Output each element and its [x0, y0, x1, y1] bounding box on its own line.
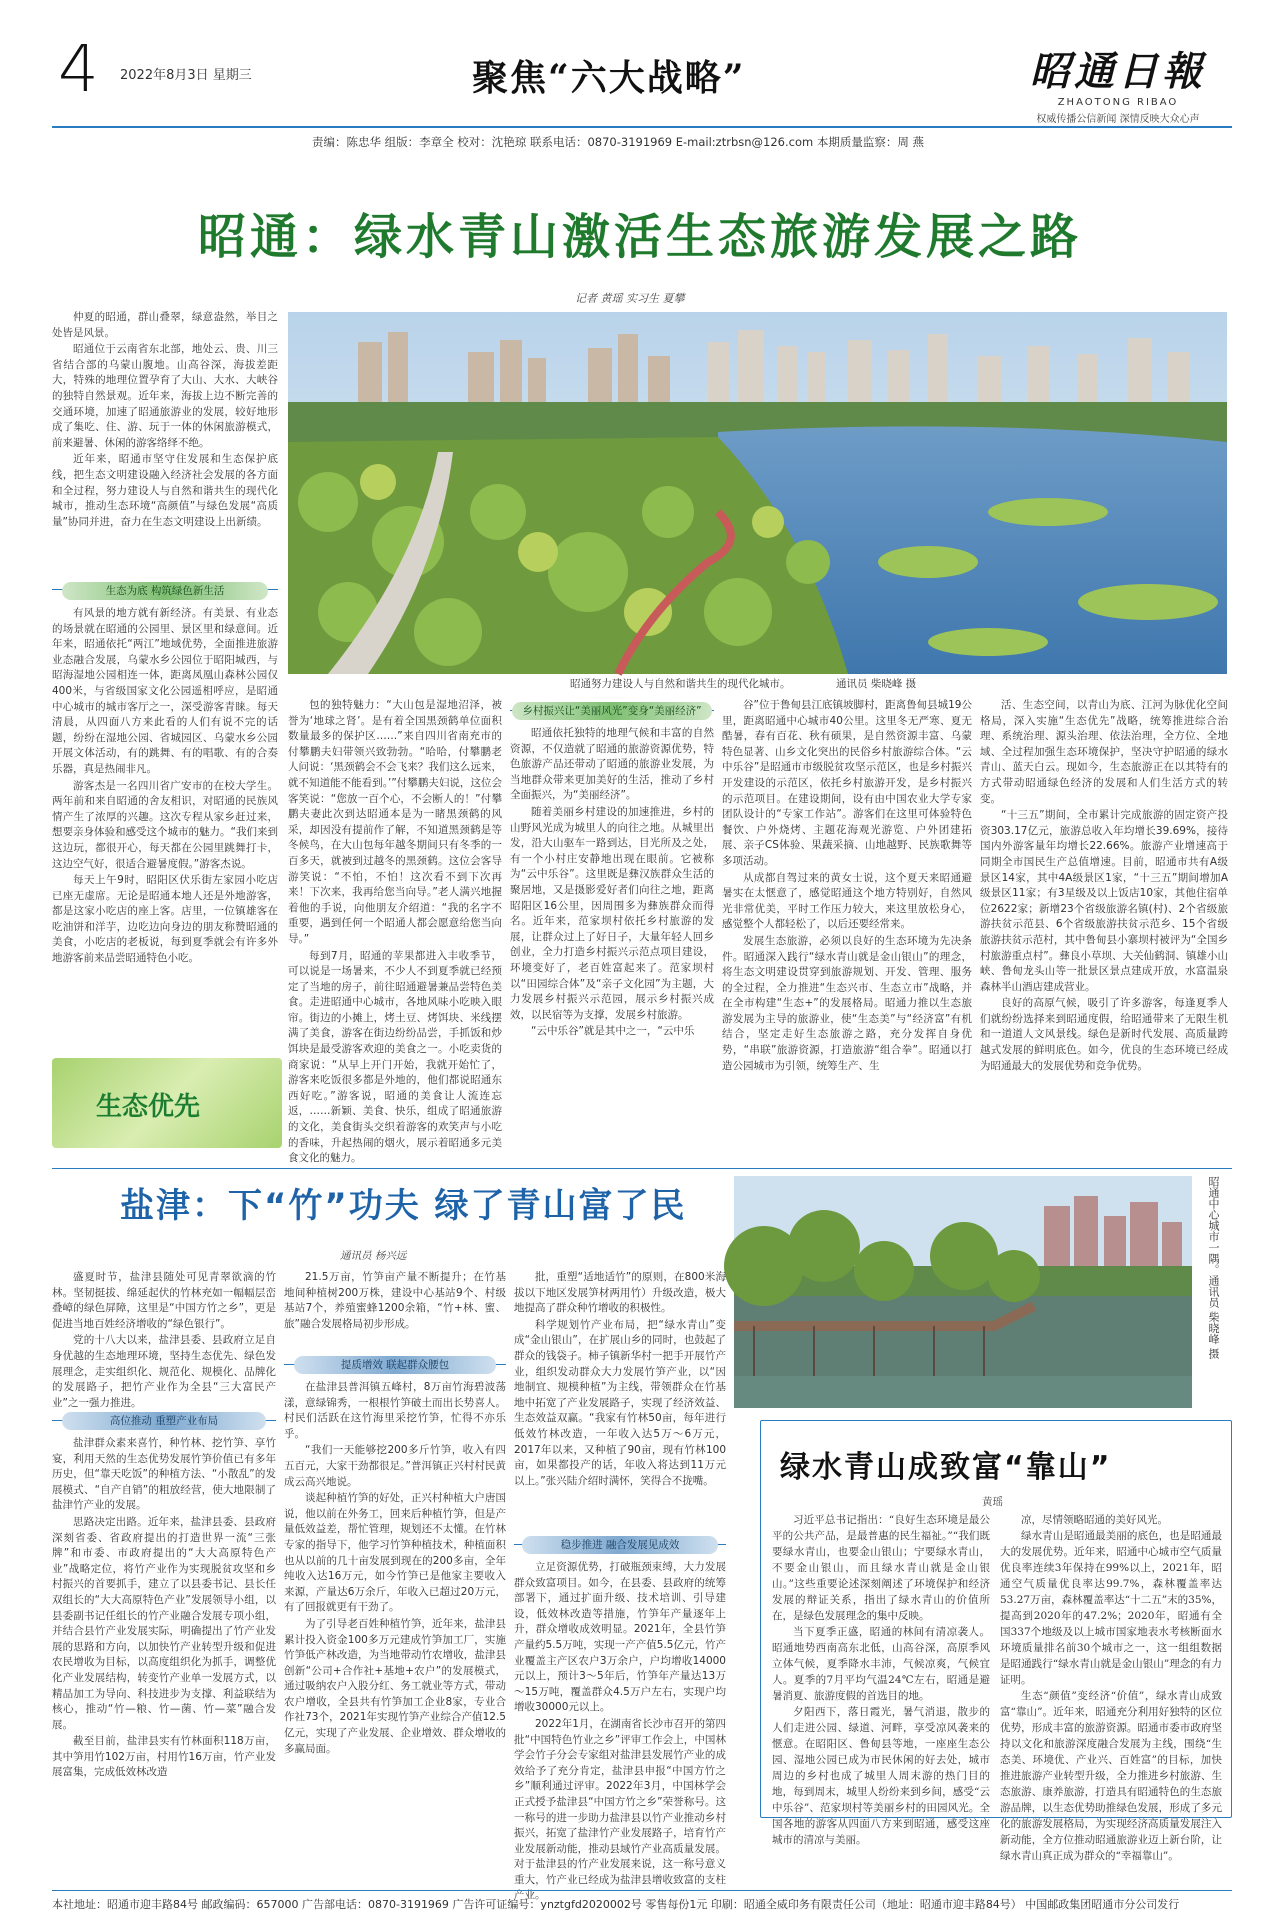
paragraph: 生态“颜值”变经济“价值”，绿水青山成致富“靠山”。近年来，昭通充分利用好独特的区位优势，形成丰富的旅游资源。昭通市委市政府坚持以文化和旅游深度融合发展为主线，围绕“生态美、环境优、产业兴、百姓富”的目标，加快推进旅游产业转型升级，全力推进乡村旅游、生态旅游、康养旅游，打造具有昭通特色的生态旅游品牌，以生态优势助推绿色发展，形成了多元化的旅游发展格局，为实现经济高质量发展注入新动能，全方位推动昭通旅游业迈上新台阶，让绿水青山真正成为群众的“幸福靠山”。: [1000, 1690, 1222, 1862]
paragraph: 盐津群众素来喜竹，种竹林、挖竹笋、享竹宴，利用天然的生态优势发展竹笋价值已有多年历史，但“靠天吃饭”的种植方法、“小散乱”的发展模式、“自产自销”的粗放经营，使大地限制了盐津竹产业的发展。: [52, 1437, 276, 1512]
section-title: 聚焦“六大战略”: [472, 57, 746, 99]
article2-subhead-3: 稳步推进 融合发展见成效: [522, 1536, 718, 1554]
article2-col3: [514, 1270, 726, 1534]
article2-subhead-2: 提质增效 联起群众腰包: [294, 1356, 496, 1374]
paragraph: 凉，尽情领略昭通的美好风光。: [1021, 1514, 1168, 1526]
paragraph: 习近平总书记指出：“良好生态环境是最公平的公共产品，是最普惠的民生福祉。”“我们既要绿水青山，也要金山银山；宁要绿水青山，不要金山银山，而且绿水青山就是金山银山。”这些重要论述深刻阐述了环境保护和经济发展的辩证关系，指出了绿水青山的价值所在，是绿色发展理念的集中反映。: [772, 1514, 990, 1622]
paragraph: 2022年1月，在湖南省长沙市召开的第四批“中国特色竹业之乡”评审工作会上，中国林学会竹子分会专家组对盐津县发展竹产业的成效给予了充分肯定，盐津县申报“中国方竹之乡”顺利通过评审。2022年3月，中国林学会正式授予盐津县“中国方竹之乡”荣誉称号。这一称号的进一步助力盐津县以竹产业推动乡村振兴，拓宽了盐津竹产业发展路子，培育竹产业发展新动能，推动县域竹产业高质量发展。对于盐津县的竹产业发展来说，这一称号意义重大，竹产业已经成为盐津县增收致富的支柱产业。: [514, 1717, 726, 1902]
newspaper-logo: 昭通日報: [1030, 48, 1206, 95]
article1-col3: [510, 726, 714, 1164]
article3-col1: [772, 1512, 990, 1846]
paragraph: 立足资源优势，打破瓶颈束缚，大力发展群众致富项目。如今，在县委、县政府的统筹部署下，通过扩面升级、技术培训、引导建设，低效林改造等措施，竹笋年产量逐年上升，群众增收成效明显。2021年，全县竹笋产量约5.5万吨，实现一产产值5.5亿元，竹产业覆盖主产区农户3万余户，户均增收14000元以上，预计3～5年后，竹笋年产量达13万～15万吨，覆盖群众4.5万户左右，实现户均增收30000元以上。: [514, 1561, 726, 1714]
paragraph: 科学规划竹产业布局，把“绿水青山”变成“金山银山”，在扩展山乡的同时，也鼓起了群众的钱袋子。柿子镇新华村一把手开展竹产业，组织发动群众大力发展竹笋产业，以“因地制宜、规模种植”为主线，带领群众在竹基地中拓宽了产业发展路子，实现了经济效益、生态效益双赢。“我家有竹林50亩，每年进行低效竹林改造，一年收入达5万～6万元，2017年以来，又种植了90亩，现有竹林100亩，如果都投产的话，年收入将达到11万元以上。”张兴陆介绍时满怀，笑得合不拢嘴。: [514, 1318, 726, 1487]
article3-headline: 绿水青山成致富“靠山”: [780, 1450, 1112, 1485]
paragraph: 谷”位于鲁甸县江底镇坡脚村，距离鲁甸县城19公里，距离昭通中心城市40公里。这里冬无严寒、夏无酷暑，春有百花、秋有硕果，是自然资源丰富、乌蒙特色显著、山乡文化突出的民俗乡村旅游综合体。“云中乐谷”是昭通市市级脱贫攻坚示范区，也是乡村振兴开发建设的示范区，依托乡村旅游开发，是乡村振兴的示范项目。在建设期间，设有由中国农业大学专家团队设计的“专家工作站”。游客们在这里可体验特色餐饮、户外烧烤、主题花海观光游览、户外团建拓展、亲子CS体验、果蔬采摘、山地越野、民族歌舞等多项活动。: [722, 699, 972, 867]
paragraph: 每到7月，昭通的苹果都进入丰收季节，可以说是一场暑来，不少人不到夏季就已经预定了当地的房子，前往昭通避暑兼品尝特色美食。走进昭通中心城市，各地风味小吃映入眼帘。街边的小摊上，烤土豆、烤饵块、米线摆满了美食，游客在街边纷纷品尝，手抓饭和炒饵块是最受游客欢迎的美食之一。小吃卖货的商家说：“从早上开门开始，我就开始忙了，游客来吃饭很多都是外地的，他们都说昭通东西好吃。”游客说，昭通的美食让人流连忘返，……新颖、美食、快乐，组成了昭通旅游的文化，美食街头交织着游客的欢笑声与小吃的香味，升起热闹的烟火，展示着昭通多元美食文化的魅力。: [288, 949, 502, 1165]
riverside-photo: [734, 1176, 1192, 1408]
paragraph: 从成都自驾过来的黄女士说，这个夏天来昭通避暑实在太惬意了，感觉昭通这个地方特别好，自然风光非常优美，平时工作压力较大，来这里放松身心，感觉整个人都轻松了，以后还要经常来。: [722, 871, 972, 931]
paragraph: 为了引导老百姓种植竹笋，近年来，盐津县累计投入资金100多万元建成竹笋加工厂，实施竹笋低产林改造，为当地带动竹农增收，盐津县创新“公司+合作社+基地+农户”的发展模式，通过吸纳农户入股分红、务工就业等方式，带动农户增收，全县共有竹笋加工企业8家，专业合作社73个，2021年实现竹笋产业综合产值12.5亿元，实现了产业发展、企业增效、群众增收的多赢局面。: [284, 1617, 506, 1755]
page-number: 4: [58, 33, 99, 107]
paragraph: 昭通依托独特的地理气候和丰富的自然资源，不仅造就了昭通的旅游资源优势，特色旅游产品还带动了昭通的旅游业发展，为当地群众带来更加美好的生活，推动了乡村全面振兴，为“美丽经济”。: [510, 727, 714, 802]
newspaper-pinyin: ZHAOTONG RIBAO: [1057, 97, 1179, 108]
paragraph: “十三五”期间，全市累计完成旅游的固定资产投资303.17亿元，旅游总收入年均增长39.69%，接待国内外游客量年均增长22.66%。旅游产业增速高于同期全市国民生产总值增速。目前，昭通市共有A级景区14家，其中4A级景区1家，“十三五”期间增加A级景区11家；有3星级及以上饭店10家，其他住宿单位2622家；新增23个省级旅游名镇(村)、2个省级旅游扶贫示范县、6个省级旅游扶贫示范乡、15个省级旅游扶贫示范村，其中鲁甸县小寨坝村被评为“全国乡村旅游重点村”。彝良小草坝、大关仙鹤洞、镇雄小山峡、鲁甸龙头山等一批景区景点建成开放，水富温泉森林半山酒店建成营业。: [980, 809, 1228, 993]
article2-subhead-1: 高位推动 重塑产业布局: [62, 1412, 266, 1430]
article2-side-caption: 昭通中心城市一隅。通讯员 柴晓峰 摄: [1207, 1176, 1220, 1359]
article2-col3b: [514, 1560, 726, 1902]
paragraph: 截至目前，盐津县实有竹林面积118万亩，其中笋用竹102万亩，村用竹16万亩，竹产业发展富集，完成低效林改造: [52, 1735, 276, 1779]
paragraph: 每天上午9时，昭阳区伏乐街左家园小吃店已座无虚席。无论是昭通本地人还是外地游客，都是这家小吃店的座上客。店里，一位镇雄客在吃油饼和洋芋，边吃边向身边的朋友称赞昭通的美食，小吃店的老板说，每到夏季就会有许多外地游客前来品尝昭通特色小吃。: [52, 874, 278, 965]
paragraph: 包的独特魅力：“大山包是湿地沼泽，被誉为‘地球之肾’。是有着全国黑颈鹤单位面积数量最多的保护区……”来自四川省南充市的付攀鹏夫妇带领兴致勃勃。“哈哈，付攀鹏老人问说：‘黑颈鹤会不会飞来？我们这么远来，就不知道能不能看到。’”付攀鹏夫妇说，这位会客笑说：“您放一百个心，不会断人的！”付攀鹏夫妻此次到达昭通本是为一睹黑颈鹤的风采，却因没有提前作了解，不知道黑颈鹤是等冬候鸟，在大山包每年越冬期间只有冬季的一百多天，就被到过越冬的黑颈鹤。这位会客导游笑说：“不怕，不怕！这次看不到下次再来！下次来，我再给您当向导。”老人满兴地握着他的手说，向他朋友介绍道：“我的名字不重要，遇到任何一个昭通人都会愿意给您当向导。”: [288, 699, 502, 945]
paragraph: 绿水青山是昭通最美丽的底色，也是昭通最大的发展优势。近年来，昭通中心城市空气质量优良率连续3年保持在99%以上，2021年，昭通空气质量优良率达99.7%，森林覆盖率达53.27万亩，森林覆盖率达“十二五”末的35%，提高到2020年的47.2%；2020年，昭通有全国337个地级及以上城市国家地表水考核断面水环境质量排名前30个城市之一，这一组组数据是昭通践行“绿水青山就是金山银山”理念的有力证明。: [1000, 1530, 1222, 1686]
article1-subhead-1: 生态为底 构筑绿色新生活: [62, 582, 268, 600]
masthead: [52, 30, 1232, 148]
paragraph: 活、生态空间，以青山为底、江河为脉优化空间格局，深入实施“生态优先”战略，统筹推进综合治理、系统治理、源头治理、依法治理，全方位、全地域、全过程加强生态环境保护，坚决守护昭通的绿水青山、蓝天白云。现如今，生态旅游正在以其特有的方式带动昭通绿色经济的发展和人们生活方式的转变。: [980, 699, 1228, 805]
paragraph: “云中乐谷”就是其中之一，“云中乐: [531, 1025, 695, 1038]
issue-date: 2022年8月3日 星期三: [120, 68, 252, 83]
paragraph: 有风景的地方就有新经济。有美景、有业态的场景就在昭通的公园里、景区里和绿意间。近年来，昭通依托“两江”地域优势，全面推进旅游业态融合发展，乌蒙水乡公园位于昭阳城西，与昭海湿地公园相连一体，距离凤凰山森林公园仅400米，与省级国家文化公园遥相呼应，是昭通中心城市的城市客厅之一，深受游客青睐。每天清晨，从四面八方来此看的人们有说不完的话题，纷纷在湿地公园、省城园区、乌蒙水乡公园开展文体活动，有的跳舞、有的唱歌、有的合奏乐器，真是热闹非凡。: [52, 607, 278, 775]
article1-col1-continued: [52, 470, 278, 580]
article2-headline: 盐津：下“竹”功夫 绿了青山富了民: [120, 1186, 687, 1226]
paragraph: 夕阳西下，落日霞光，暑气消退，散步的人们走进公园、绿道、河畔，享受凉风袭来的惬意。在昭阳区、鲁甸县等地，一座座生态公园、湿地公园已成为市民休闲的好去处，城市周边的乡村也成了城里人周末游的热门目的地，每到周末，城里人纷纷来到乡间，感受“云中乐谷”、范家坝村等美丽乡村的田园风光。全国各地的游客从四面八方来到昭通，感受这座城市的清凉与美丽。: [772, 1706, 990, 1846]
article1-col1: [52, 310, 278, 528]
paragraph: 谈起种植竹笋的好处，正兴村种植大户唐国说，他以前在外务工，回来后种植竹笋，但是产量低效益差，帮忙管理，规划还不太懂。在竹林专家的指导下，他学习竹笋种植技术，种植面积也从以前的几十亩发展到现在的200多亩，全年纯收入达16万元，如今竹笋已是他家主要收入来源，产量达6万余斤，年收入已超过20万元，有了回报就更有干劲了。: [284, 1492, 506, 1614]
newspaper-brand: [1018, 40, 1218, 125]
paragraph: 思路决定出路。近年来，盐津县委、县政府深刻省委、省政府提出的打造世界一流“三张牌”和市委、市政府提出的“大大高原特色产业”战略定位，将竹产业作为实现脱贫攻坚和乡村振兴的首要抓手，建立了以县委书记、县长任双组长的“大大高原特色产业”发展领导小组，以县委副书记任组长的竹产业融合发展专项小组，并结合县竹产业发展实际，明确提出了竹产业发展的思路和方向，以加快竹产业转型升级和促进农民增收为目标，以高度组织化为抓手，调整优化产业发展结构，转变竹产业单一发展方式，以精品加工为导向、科技进步为支撑、利益联结为核心，推动“竹—粮、竹—菌、竹—菜”融合发展。: [52, 1515, 276, 1731]
article1-byline: 记者 黄瑶 实习生 夏攀: [575, 292, 685, 305]
editor-credits: 责编：陈忠华 组版：李章全 校对：沈艳琼 联系电话：0870-3191969 E-mail:ztrbsn@126.com 本期质量监察：周 燕: [312, 135, 925, 149]
paragraph: “我们一天能够挖200多斤竹笋，收入有四五百元，大家干劲都很足。”普洱镇正兴村村民黄成云高兴地说。: [284, 1444, 506, 1488]
paragraph: 党的十八大以来，盐津县委、县政府立足自身优越的生态地理环境，坚持生态优先、绿色发展理念，走实组织化、规范化、规模化、品牌化的发展路子，把竹产业作为全县“三大富民产业”之一强力推进。: [52, 1334, 276, 1409]
paragraph: 昭通位于云南省东北部，地处云、贵、川三省结合部的乌蒙山腹地。山高谷深，海拔差距大，特殊的地理位置孕育了大山、大水、大峡谷的独特自然景观。近年来，海拔上边不断完善的交通环境，加速了昭通旅游业的发展，较好地形成了集吃、住、游、玩于一体的休闲旅游模式，前来避暑、休闲的游客络绎不绝。: [52, 343, 278, 449]
article1-photo-credit: 通讯员 柴晓峰 摄: [836, 678, 917, 690]
eco-priority-label: 生态优先: [96, 1092, 201, 1122]
article2-col2b: [284, 1380, 506, 1884]
paragraph: 近年来，昭通市坚守住发展和生态保护底线，把生态文明建设融入经济社会发展的各方面和全过程，努力建设人与自然和谐共生的现代化城市，推动生态环境“高颜值”与绿色发展“高质量”协同并进，奋力在生态文明建设上出新绩。: [52, 453, 278, 528]
city-lake-image: [288, 312, 1227, 674]
article1-photo-caption: 昭通努力建设人与自然和谐共生的现代化城市。: [570, 678, 791, 690]
article1-col2: [288, 698, 502, 1164]
article1-col4: [722, 698, 972, 1164]
paragraph: 随着美丽乡村建设的加速推进，乡村的山野风光成为城里人的向往之地。从城里出发，沿大山驱车一路到达，目光所及之处，有一个小村庄安静地出现在眼前。它被称为“云中乐谷”。这里既是彝汉族群众生活的聚居地，又是摄影爱好者们向往之地，距离昭阳区16公里，因周围多为彝族群众而得名。近年来，范家坝村依托乡村旅游的发展，让群众过上了好日子，大量年轻人回乡创业，全力打造乡村振兴示范点项目建设，环境变好了，老百姓富起来了。范家坝村以“田园综合体”及“亲子文化园”为主题，大力发展乡村振兴示范园，展示乡村振兴成效，以民宿等为支撑，发展乡村旅游。: [510, 805, 714, 1021]
article1-headline: 昭通：绿水青山激活生态旅游发展之路: [197, 209, 1082, 265]
divider: [52, 1168, 1232, 1169]
paragraph: 良好的高原气候，吸引了许多游客，每逢夏季人们就纷纷选择来到昭通度假，给昭通带来了无限生机和一道道人文风景线。绿色是新时代发展、高质量跨越式发展的鲜明底色。如今，优良的生态环境已经成为昭通最大的发展优势和竞争优势。: [980, 997, 1228, 1072]
paragraph: 当下夏季正盛，昭通的林间有清凉袭人。昭通地势西南高东北低，山高谷深，高原季风立体气候，夏季降水丰沛，气候凉爽，气候宜人。夏季的7月平均气温24℃左右，昭通是避暑消夏、旅游度假的首选目的地。: [772, 1626, 990, 1702]
article2-col2: [284, 1270, 506, 1342]
article1-col1b: [52, 606, 278, 1046]
paragraph: 盛夏时节，盐津县随处可见青翠欲滴的竹林。坚韧挺拔、绵延起伏的竹林充如一幅幅层峦叠嶂的绿色屏障，这里是“中国方竹之乡”，更是促进当地百姓经济增收的“绿色银行”。: [52, 1271, 276, 1330]
article1-col5: [980, 698, 1228, 1164]
paragraph: 21.5万亩，竹笋亩产量不断提升；在竹基地间种植树200万株，建设中心基站9个、村级基站7个，养殖蜜蜂1200余箱，“竹+林、蜜、旅”融合发展格局初步形成。: [284, 1271, 506, 1330]
riverside-image: [734, 1176, 1192, 1408]
paragraph: 游客杰是一名四川省广安市的在校大学生。两年前和来自昭通的舍友相识，对昭通的民族风情产生了浓厚的兴趣。这次专程从家乡赶过来，想要亲身体验和感受这个城市的魅力。“我们来到这边玩，都很开心，每天都在公园里跳舞打卡，这边空气好，很适合避暑度假。”游客杰说。: [52, 779, 278, 870]
article1-subhead-2: 乡村振兴让“美丽风光”变身“美丽经济”: [512, 702, 712, 720]
article3-byline: 黄瑶: [982, 1496, 1003, 1508]
paragraph: 仲夏的昭通，群山叠翠，绿意盎然，举目之处皆是风景。: [52, 311, 278, 339]
newspaper-slogan: 权威传播公信新闻 深情反映大众心声: [1036, 114, 1200, 125]
paragraph: 发展生态旅游，必须以良好的生态环境为先决条件。昭通深入践行“绿水青山就是金山银山”的理念，将生态文明建设贯穿到旅游规划、开发、管理、服务的全过程，全力推进“生态兴市、生态立市”战略，并在全市构建“生态+”的发展格局。昭通力推以生态旅游发展为主导的旅游业，使“生态美”与“经济富”有机结合，坚定走好生态旅游之路，充分发挥自身优势，“串联”旅游资源，打造旅游“组合拳”。昭通以打造公园城市为引领，统筹生产、生: [722, 934, 972, 1072]
article2-col1: [52, 1270, 276, 1409]
paragraph: 在盐津县普洱镇五峰村，8万亩竹海碧波荡漾，意绿锦秀，一根根竹笋破土而出长势喜人。村民们活跃在这竹海里采挖竹笋，忙得不亦乐乎。: [284, 1381, 506, 1440]
paragraph: 批，重塑“适地适竹”的原则，在800米海拔以下地区发展笋材两用竹）升级改造，极大地提高了群众种竹增收的积极性。: [514, 1271, 726, 1315]
masthead-rule: [52, 126, 1232, 128]
page-footer: 本社地址：昭通市迎丰路84号 邮政编码：657000 广告部电话：0870-3191969 广告许可证编号：ynztgfd2020002号 零售每份1元 印刷：昭通全威印务有限责任公司（地址：昭通市迎丰路84号） 中国邮政集团昭通市分公司发行: [52, 1890, 1232, 1912]
eco-priority-badge: [52, 1058, 282, 1148]
article2-col1b: [52, 1436, 276, 1884]
city-lake-photo: [288, 312, 1227, 674]
article2-byline: 通讯员 杨兴远: [340, 1250, 407, 1262]
article3-col2: [1000, 1512, 1222, 1862]
